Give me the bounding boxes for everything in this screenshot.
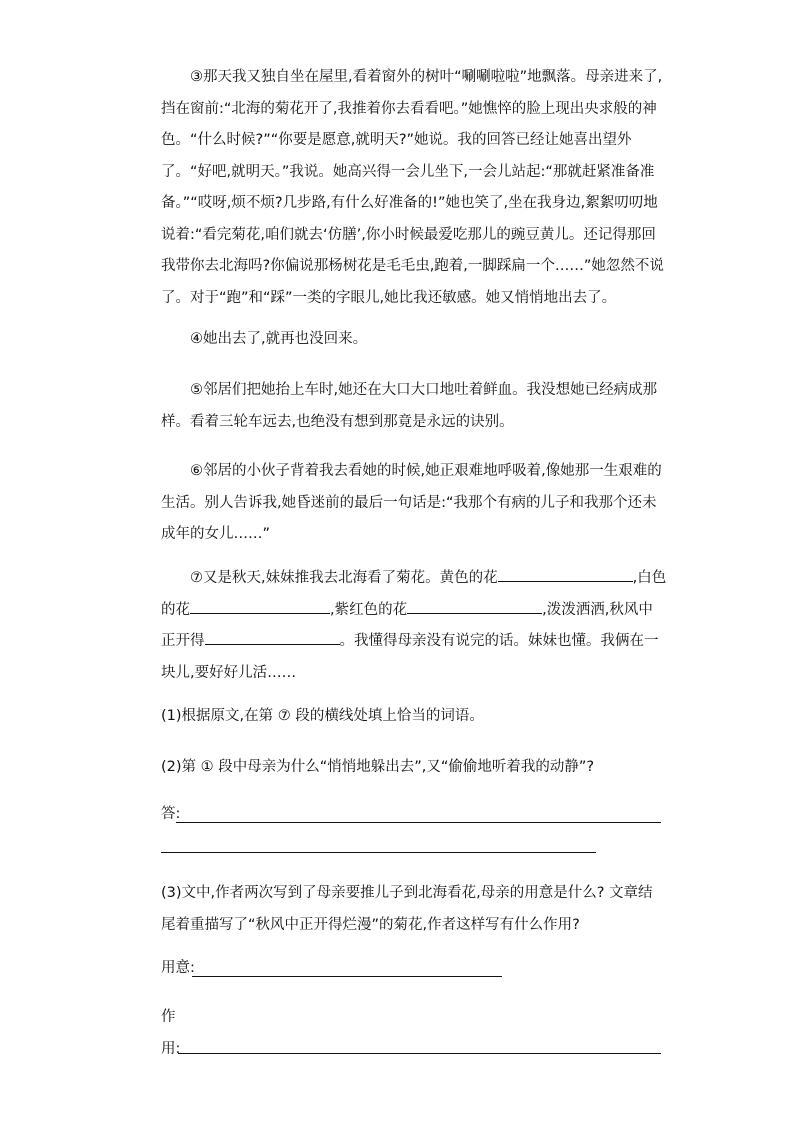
paragraph-7-text-e: 。我懂得母亲没有说完的话。妹妹也懂。我俩在一块儿,要好好儿活…… [161, 633, 659, 681]
answer-line-q2-1[interactable] [176, 822, 661, 823]
blank-white-flower[interactable] [190, 595, 330, 614]
paragraph-7-text-d: ,泼泼洒洒,秋风中正开得 [161, 601, 653, 649]
paragraph-7-text-b: ,白色的花 [161, 570, 667, 618]
question-3: (3)文中,作者两次写到了母亲要推儿子到北海看花,母亲的用意是什么? 文章结尾着重描写了“秋风中正开得烂漫”的菊花,作者这样写有什么作用? [161, 885, 653, 933]
paragraph-7-text-a: ⑦又是秋天,妹妹推我去北海看了菊花。黄色的花 [190, 570, 498, 586]
paragraph-7-text-c: ,紫红色的花 [330, 601, 408, 618]
paragraph-4: ④她出去了,就再也没回来。 [190, 331, 368, 347]
intent-label: 用意: [161, 960, 195, 976]
question-1: (1)根据原文,在第 ⑦ 段的横线处填上恰当的词语。 [161, 708, 484, 724]
answer-line-q2-2[interactable] [161, 852, 596, 853]
blank-yellow-flower[interactable] [498, 563, 633, 582]
answer-label: 答: [161, 806, 181, 822]
paragraph-5: ⑤邻居们把她抬上车时,她还在大口大口地吐着鲜血。我没想她已经病成那样。看着三轮车远去,也绝没有想到那竟是永远的诀别。 [161, 382, 658, 430]
paragraph-6: ⑥邻居的小伙子背着我去看她的时候,她正艰难地呼吸着,像她那一生艰难的生活。别人告诉我,她昏迷前的最后一句话是:“我那个有病的儿子和我那个还未成年的女儿……” [161, 463, 662, 542]
answer-line-effect[interactable] [178, 1053, 661, 1054]
paragraph-3: ③那天我又独自坐在屋里,看着窗外的树叶“唰唰啦啦”地飘落。母亲进来了,挡在窗前:“北海的菊花开了,我推着你去看看吧。”她憔悴的脸上现出央求般的神色。“什么时候?”“你要是愿意,就明天?”她说。我的回答已经让她喜出望外了。“好吧,就明天。”我说。她高兴得一会儿坐下,一会儿站起:“那就赶紧准备准备。”“哎呀,烦不烦?几步路,有什么好准备的!”她也笑了,坐在我身边,絮絮叨叨地说着:“看完菊花,咱们就去‘仿膳’,你小时候最爱吃那儿的豌豆黄儿。还记得那回我带你去北海吗?你偏说那杨树花是毛毛虫,跑着,一脚踩扁一个……”她忽然不说了。对于“跑”和“踩”一类的字眼儿,她比我还敏感。她又悄悄地出去了。 [161, 69, 664, 306]
effect-label-line-2: 用: [161, 1041, 181, 1057]
blank-purple-flower[interactable] [407, 595, 542, 614]
blank-blooming[interactable] [205, 626, 340, 645]
paragraph-7 [161, 563, 667, 689]
question-2: (2)第 ① 段中母亲为什么“悄悄地躲出去”,又“偷偷地听着我的动静”? [161, 759, 595, 775]
answer-line-intent[interactable] [192, 976, 502, 977]
effect-label-line-1: 作 [161, 1009, 176, 1025]
